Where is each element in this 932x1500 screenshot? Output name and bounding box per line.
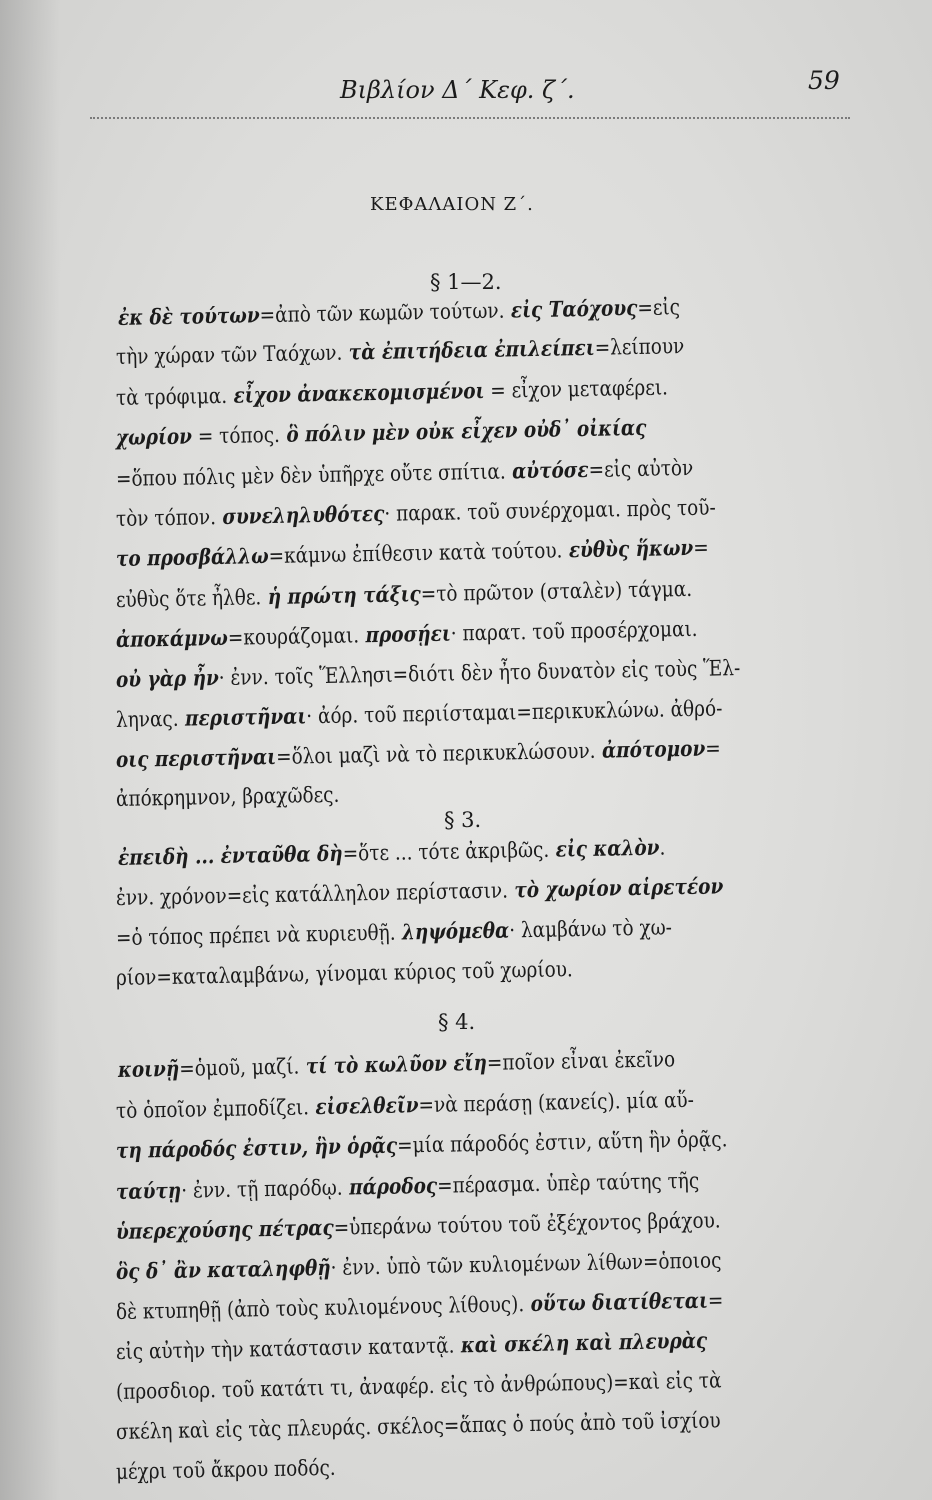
text-line: ἐπειδὴ ... ἐνταῦθα δὴ=ὅτε ... τότε ἀκριβῶς. εἰς καλὸν. bbox=[117, 835, 666, 871]
text-line: ὃς δ᾽ ἂν καταληφθῇ· ἐνν. ὑπὸ τῶν κυλιομένων λίθων=ὁποιος bbox=[115, 1248, 722, 1285]
text-line: τη πάροδός ἐστιν, ἣν ὁρᾷς=μία πάροδός ἐστιν, αὕτη ἣν ὁρᾷς. bbox=[115, 1127, 728, 1164]
text-line: εὐθὺς ὅτε ἦλθε. ἡ πρώτη τάξις=τὸ πρῶτον (σταλὲν) τάγμα. bbox=[115, 576, 693, 613]
page-number: 59 bbox=[808, 66, 840, 95]
text-line: =ὁ τόπος πρέπει νὰ κυριευθῇ. ληψόμεθα· λαμβάνω τὸ χω- bbox=[115, 915, 673, 951]
text-line: δὲ κτυπηθῇ (ἀπὸ τοὺς κυλιομένους λίθους). οὕτω διατίθεται= bbox=[115, 1288, 724, 1325]
text-line: ἀπόκρημνον, βραχῶδες. bbox=[115, 782, 340, 812]
text-line: ρίον=καταλαμβάνω, γίνομαι κύριος τοῦ χωρίου. bbox=[115, 957, 574, 991]
text-line: χωρίον = τόπος. ὃ πόλιν μὲν οὐκ εἶχεν οὐδ᾽ οἰκίας bbox=[115, 415, 647, 451]
section-heading: § 1—2. bbox=[430, 270, 502, 294]
page-edge-shadow bbox=[0, 0, 60, 1500]
text-line: τὸν τόπον. συνεληλυθότες· παρακ. τοῦ συνέρχομαι. πρὸς τοῦ- bbox=[115, 495, 716, 532]
text-line: τὰ τρόφιμα. εἶχον ἀνακεκομισμένοι = εἶχον μεταφέρει. bbox=[115, 375, 669, 411]
text-line: μέχρι τοῦ ἄκρου ποδός. bbox=[115, 1455, 336, 1485]
section-heading: § 4. bbox=[438, 1010, 476, 1034]
text-line: σκέλη καὶ εἰς τὰς πλευράς. σκέλος=ἅπας ὁ πούς ἀπὸ τοῦ ἰσχίου bbox=[115, 1408, 721, 1445]
text-line: οὐ γὰρ ἦν· ἐνν. τοῖς Ἕλλησι=διότι δὲν ἦτο δυνατὸν εἰς τοὺς Ἕλ- bbox=[115, 656, 741, 693]
text-line: εἰς αὐτὴν τὴν κατάστασιν καταντᾷ. καὶ σκέλη καὶ πλευρὰς bbox=[115, 1328, 708, 1365]
text-line: τὸ ὁποῖον ἐμποδίζει. εἰσελθεῖν=νὰ περάσῃ (κανείς). μία αὕ- bbox=[115, 1087, 695, 1124]
running-head: Βιβλίον Δ΄ Κεφ. ζ΄. bbox=[340, 76, 575, 104]
text-line: κοινῇ=ὁμοῦ, μαζί. τί τὸ κωλῦον εἴη=ποῖον εἶναι ἐκεῖνο bbox=[117, 1047, 676, 1083]
text-line: (προσδιορ. τοῦ κατάτι τι, ἀναφέρ. εἰς τὸ ἀνθρώπους)=καὶ εἰς τὰ bbox=[115, 1368, 722, 1405]
chapter-title: ΚΕΦΑΛΑΙΟΝ Ζ΄. bbox=[370, 194, 534, 215]
text-line: ἐνν. χρόνον=εἰς κατάλληλον περίστασιν. τὸ χωρίον αἱρετέον bbox=[115, 874, 724, 911]
text-line: ταύτῃ· ἐνν. τῇ παρόδῳ. πάροδος=πέρασμα. ὑπὲρ ταύτης τῆς bbox=[115, 1168, 700, 1205]
text-line: το προσβάλλω=κάμνω ἐπίθεσιν κατὰ τούτου. εὐθὺς ἥκων= bbox=[115, 535, 709, 572]
text-line: ληνας. περιστῆναι· ἀόρ. τοῦ περιίσταμαι=περικυκλώνω. ἀθρό- bbox=[115, 696, 723, 733]
section-heading: § 3. bbox=[444, 808, 482, 832]
header-rule bbox=[90, 117, 850, 119]
text-line: τὴν χώραν τῶν Ταόχων. τὰ ἐπιτήδεια ἐπιλείπει=λείπουν bbox=[115, 334, 685, 370]
text-line: ὑπερεχούσης πέτρας=ὑπεράνω τούτου τοῦ ἐξέχοντος βράχου. bbox=[115, 1208, 721, 1245]
text-line: ἐκ δὲ τούτων=ἀπὸ τῶν κωμῶν τούτων. εἰς Ταόχους=εἰς bbox=[117, 295, 681, 331]
text-line: οις περιστῆναι=ὅλοι μαζὶ νὰ τὸ περικυκλώσουν. ἀπότομον= bbox=[115, 736, 721, 773]
text-line: ἀποκάμνω=κουράζομαι. προσῄει· παρατ. τοῦ προσέρχομαι. bbox=[115, 616, 698, 653]
text-line: =ὅπου πόλις μὲν δὲν ὑπῆρχε οὔτε σπίτια. αὐτόσε=εἰς αὐτὸν bbox=[115, 455, 694, 492]
